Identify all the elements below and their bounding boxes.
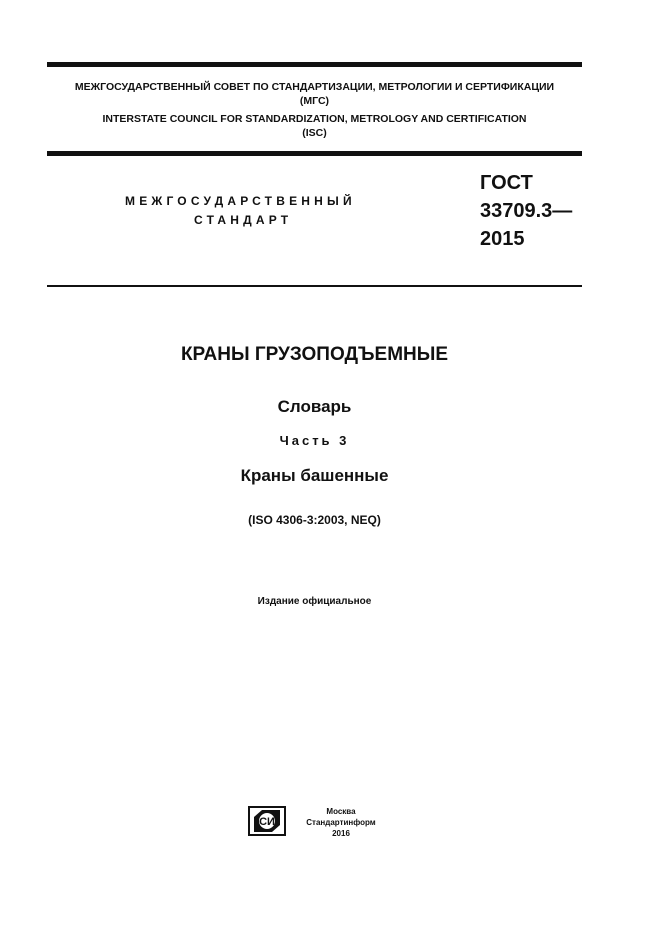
- gost-designation: [480, 169, 572, 253]
- council-name-en: INTERSTATE COUNCIL FOR STANDARDIZATION, METROLOGY AND CERTIFICATION: [102, 113, 527, 125]
- council-abbr-ru: (МГС): [299, 95, 330, 107]
- council-bottom-rule: [47, 151, 582, 156]
- publisher-name: Стандартинформ: [306, 818, 376, 827]
- publisher-city: Москва: [326, 807, 356, 816]
- publisher-year: 2016: [332, 829, 350, 838]
- document-title: КРАНЫ ГРУЗОПОДЪЕМНЫЕ: [180, 344, 449, 365]
- standard-type-line1: МЕЖГОСУДАРСТВЕННЫЙ: [125, 194, 356, 208]
- edition-label: Издание официальное: [257, 596, 372, 607]
- standard-type-line2: СТАНДАРТ: [194, 213, 293, 227]
- publisher-block: [296, 806, 386, 839]
- gost-prefix: ГОСТ: [480, 172, 533, 194]
- top-rule: [47, 62, 582, 67]
- document-part-title: Краны башенные: [240, 466, 389, 485]
- logo-letters: СИ: [259, 816, 275, 828]
- council-name-ru: МЕЖГОСУДАРСТВЕННЫЙ СОВЕТ ПО СТАНДАРТИЗАЦИИ, МЕТРОЛОГИИ И СЕРТИФИКАЦИИ: [74, 81, 555, 93]
- document-subtitle: Словарь: [277, 397, 352, 416]
- gost-year: 2015: [480, 228, 525, 250]
- header-bottom-rule: [47, 285, 582, 287]
- iso-reference: (ISO 4306-3:2003, NEQ): [248, 513, 381, 527]
- document-part: Часть 3: [279, 433, 350, 448]
- gost-number: 33709.3—: [480, 200, 573, 222]
- council-abbr-en: (ISC): [302, 127, 327, 139]
- standartinform-logo-icon: [248, 806, 286, 836]
